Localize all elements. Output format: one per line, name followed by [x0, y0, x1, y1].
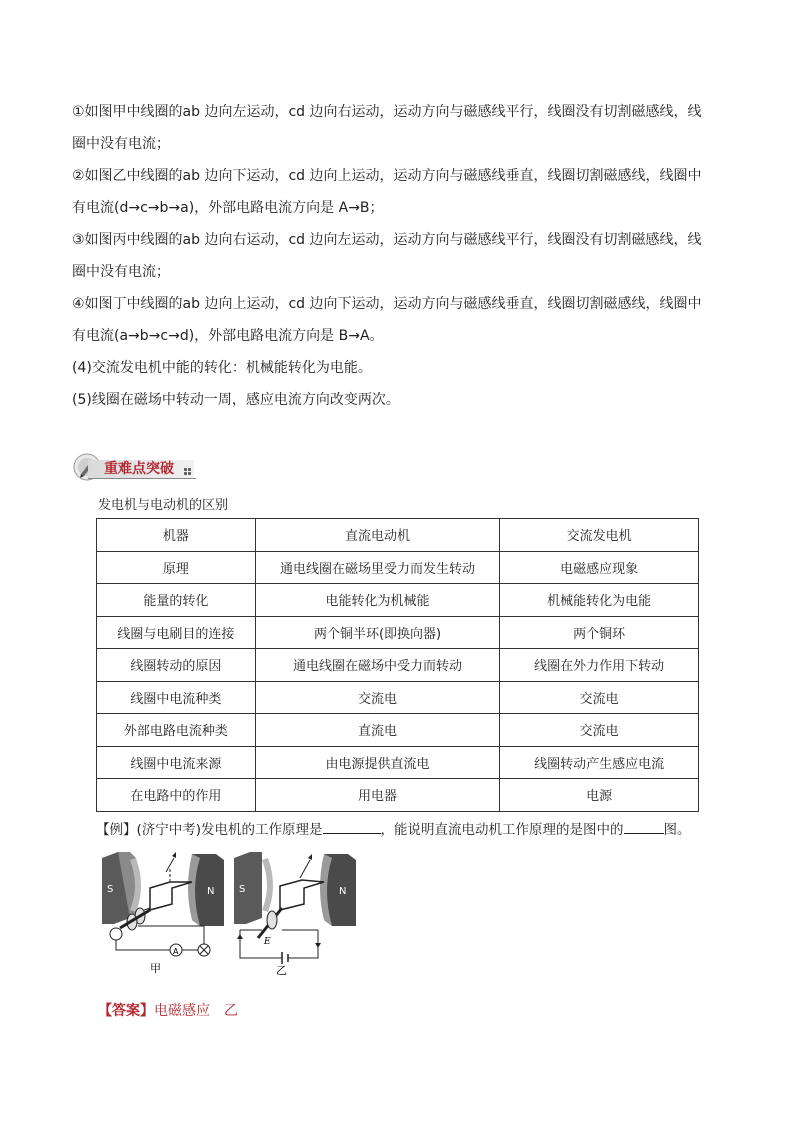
table-cell: 电磁感应现象 [500, 551, 699, 584]
fig1-pole-n: N [207, 886, 215, 897]
table-title: 发电机与电动机的区别 [98, 498, 229, 513]
example-question [96, 818, 691, 838]
fig2-brush-label: E [264, 937, 271, 947]
table-cell: 外部电路电流种类 [97, 714, 256, 747]
table-cell: 通电线圈在磁场中受力而转动 [255, 649, 500, 682]
p4-line1: ④如图丁中线圈的ab 边向上运动，cd 边向下运动，运动方向与磁感线垂直，线圈切割磁感线，线圈中 [72, 296, 702, 312]
table-cell: 交流电 [255, 681, 500, 714]
example-text-2: ，能说明直流电动机工作原理的是图中的 [380, 822, 624, 838]
table-cell: 两个铜环 [500, 616, 699, 649]
table-cell: 通电线圈在磁场里受力而发生转动 [255, 551, 500, 584]
figure-generator [100, 848, 230, 978]
table-row [97, 649, 699, 682]
p2-line2: 有电流(d→c→b→a)，外部电路电流方向是 A→B； [72, 200, 384, 216]
table-cell: 由电源提供直流电 [255, 746, 500, 779]
fig2-caption: 乙 [276, 964, 287, 977]
section-title: 重难点突破 [104, 461, 174, 477]
paragraph-3 [72, 224, 724, 288]
paragraph-6 [72, 384, 724, 416]
answer-line [98, 1000, 238, 1020]
table-row [97, 584, 699, 617]
table-row [97, 681, 699, 714]
table-cell: 机器 [97, 519, 256, 552]
table-cell: 线圈转动的原因 [97, 649, 256, 682]
table-cell: 线圈与电刷目的连接 [97, 616, 256, 649]
example-text-3: 图。 [663, 822, 691, 838]
table-cell: 交流发电机 [500, 519, 699, 552]
p3-line1: ③如图丙中线圈的ab 边向右运动，cd 边向左运动，运动方向与磁感线平行，线圈没有切割磁感线，线 [72, 232, 702, 248]
fig1-caption: 甲 [150, 962, 161, 975]
answer-tag: 【答案】 [98, 1003, 154, 1019]
table-cell: 两个铜半环(即换向器) [255, 616, 500, 649]
table-cell: 线圈中电流种类 [97, 681, 256, 714]
header-dots-icon [184, 468, 192, 476]
paragraph-2 [72, 160, 724, 224]
paragraph-4 [72, 288, 724, 352]
fig1-ammeter: A [173, 947, 179, 956]
p1-line2: 圈中没有电流； [72, 136, 170, 152]
table-cell: 直流电 [255, 714, 500, 747]
table-row [97, 779, 699, 812]
table-cell: 原理 [97, 551, 256, 584]
table-cell: 线圈中电流来源 [97, 746, 256, 779]
answer-blank-2 [624, 821, 664, 834]
figure-motor [232, 848, 362, 978]
table-row [97, 714, 699, 747]
section-header [72, 452, 196, 482]
p3-line2: 圈中没有电流； [72, 264, 170, 280]
table-cell: 交流电 [500, 714, 699, 747]
fig2-pole-n: N [339, 886, 347, 897]
table-cell: 机械能转化为电能 [500, 584, 699, 617]
table-cell: 直流电动机 [255, 519, 500, 552]
table-row [97, 551, 699, 584]
fig1-pole-s: S [107, 884, 114, 895]
table-row [97, 616, 699, 649]
table-cell: 线圈转动产生感应电流 [500, 746, 699, 779]
table-row [97, 519, 699, 552]
answer-value-1: 电磁感应 [154, 1003, 210, 1019]
example-tag: 【例】 [96, 822, 137, 838]
table-cell: 交流电 [500, 681, 699, 714]
p2-line1: ②如图乙中线圈的ab 边向下运动，cd 边向上运动，运动方向与磁感线垂直，线圈切割磁感线，线圈中 [72, 168, 702, 184]
table-cell: 在电路中的作用 [97, 779, 256, 812]
table-row [97, 746, 699, 779]
table-cell: 能量的转化 [97, 584, 256, 617]
fig2-pole-s: S [239, 884, 246, 895]
p6-line: (5)线圈在磁场中转动一周，感应电流方向改变两次。 [72, 392, 400, 408]
p1-line1: ①如图甲中线圈的ab 边向左运动，cd 边向右运动，运动方向与磁感线平行，线圈没有切割磁感线，线 [72, 104, 702, 120]
answer-blank-1 [323, 821, 381, 834]
answer-value-2: 乙 [224, 1003, 238, 1019]
table-cell: 电源 [500, 779, 699, 812]
example-source: (济宁中考) [136, 822, 202, 838]
example-text-1: 发电机的工作原理是 [201, 822, 323, 838]
table-cell: 线圈在外力作用下转动 [500, 649, 699, 682]
paragraph-1 [72, 96, 724, 160]
paragraph-5 [72, 352, 724, 384]
table-cell: 电能转化为机械能 [255, 584, 500, 617]
section-header-underline [88, 478, 196, 479]
comparison-table [96, 518, 699, 812]
table-cell: 用电器 [255, 779, 500, 812]
p4-line2: 有电流(a→b→c→d)，外部电路电流方向是 B→A。 [72, 328, 384, 344]
p5-line: (4)交流发电机中能的转化：机械能转化为电能。 [72, 360, 372, 376]
